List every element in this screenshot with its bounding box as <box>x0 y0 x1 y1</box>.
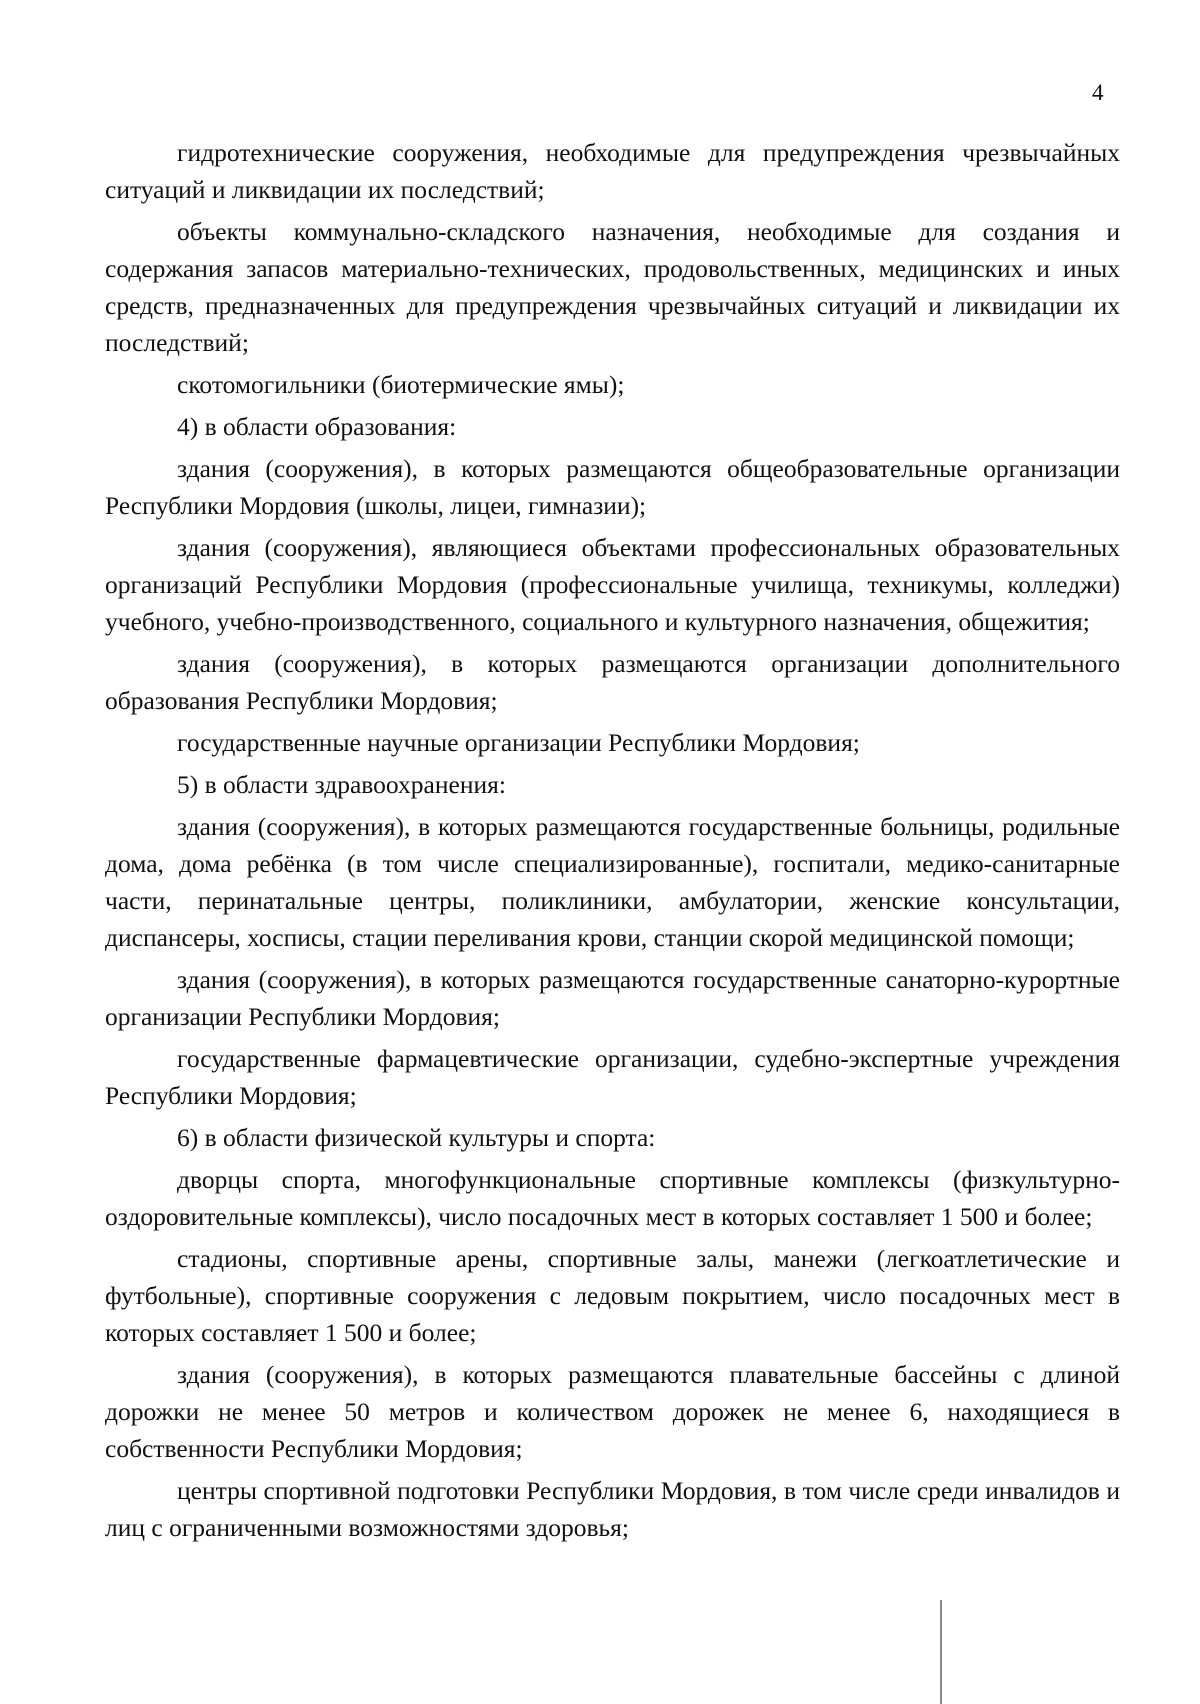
paragraph-scientific-organizations: государственные научные организации Республики Мордовия; <box>177 728 860 757</box>
paragraph-sports-palaces: дворцы спорта, многофункциональные спортивные комплексы (физкультурно-оздоровительные комплексы), число посадочных мест в которых составляет 1 500 и более; <box>105 1165 1120 1231</box>
page-number: 4 <box>1092 80 1104 105</box>
scan-margin-line <box>940 1600 942 1704</box>
paragraph-stadiums: стадионы, спортивные арены, спортивные залы, манежи (легкоатлетические и футбольные), спортивные сооружения с ледовым покрытием, число посадочных мест в которых составляет 1 500 и более; <box>105 1244 1120 1347</box>
paragraph-professional-education: здания (сооружения), являющиеся объектами профессиональных образовательных организаций Республики Мордовия (профессиональные училища, техникумы, колледжи) учебного, учебно-производственного, социального и культурного назначения, общежития; <box>105 533 1120 636</box>
paragraph-pharmaceutical: государственные фармацевтические организации, судебно-экспертные учреждения Республики Мордовия; <box>105 1044 1120 1110</box>
paragraph-hospitals: здания (сооружения), в которых размещаются государственные больницы, родильные дома, дома ребёнка (в том числе специализированные), госпитали, медико-санитарные части, перинатальные центры, поликлиники, амбулатории, женские консультации, диспансеры, хосписы, стации переливания крови, станции скорой медицинской помощи; <box>105 812 1120 952</box>
paragraph-storage-facilities: объекты коммунально-складского назначения, необходимые для создания и содержания запасов материально-технических, продовольственных, медицинских и иных средств, предназначенных для предупреждения чрезвычайных ситуаций и ликвидации их последствий; <box>105 217 1120 357</box>
section-heading-sports: 6) в области физической культуры и спорта: <box>177 1123 656 1152</box>
section-heading-healthcare: 5) в области здравоохранения: <box>177 770 506 799</box>
paragraph-cattle-burial: скотомогильники (биотермические ямы); <box>177 370 625 399</box>
paragraph-swimming-pools: здания (сооружения), в которых размещаются плавательные бассейны с длиной дорожки не менее 50 метров и количеством дорожек не менее 6, находящиеся в собственности Республики Мордовия; <box>105 1360 1120 1463</box>
paragraph-hydro-structures: гидротехнические сооружения, необходимые для предупреждения чрезвычайных ситуаций и ликвидации их последствий; <box>105 138 1120 204</box>
paragraph-general-education: здания (сооружения), в которых размещаются общеобразовательные организации Республики Мордовия (школы, лицеи, гимназии); <box>105 454 1120 520</box>
paragraph-sanatoriums: здания (сооружения), в которых размещаются государственные санаторно-курортные организации Республики Мордовия; <box>105 965 1120 1031</box>
document-body <box>105 134 1120 1551</box>
paragraph-sports-training-centers: центры спортивной подготовки Республики Мордовия, в том числе среди инвалидов и лиц с ограниченными возможностями здоровья; <box>105 1476 1120 1542</box>
section-heading-education: 4) в области образования: <box>177 412 457 441</box>
paragraph-additional-education: здания (сооружения), в которых размещаются организации дополнительного образования Республики Мордовия; <box>105 649 1120 715</box>
